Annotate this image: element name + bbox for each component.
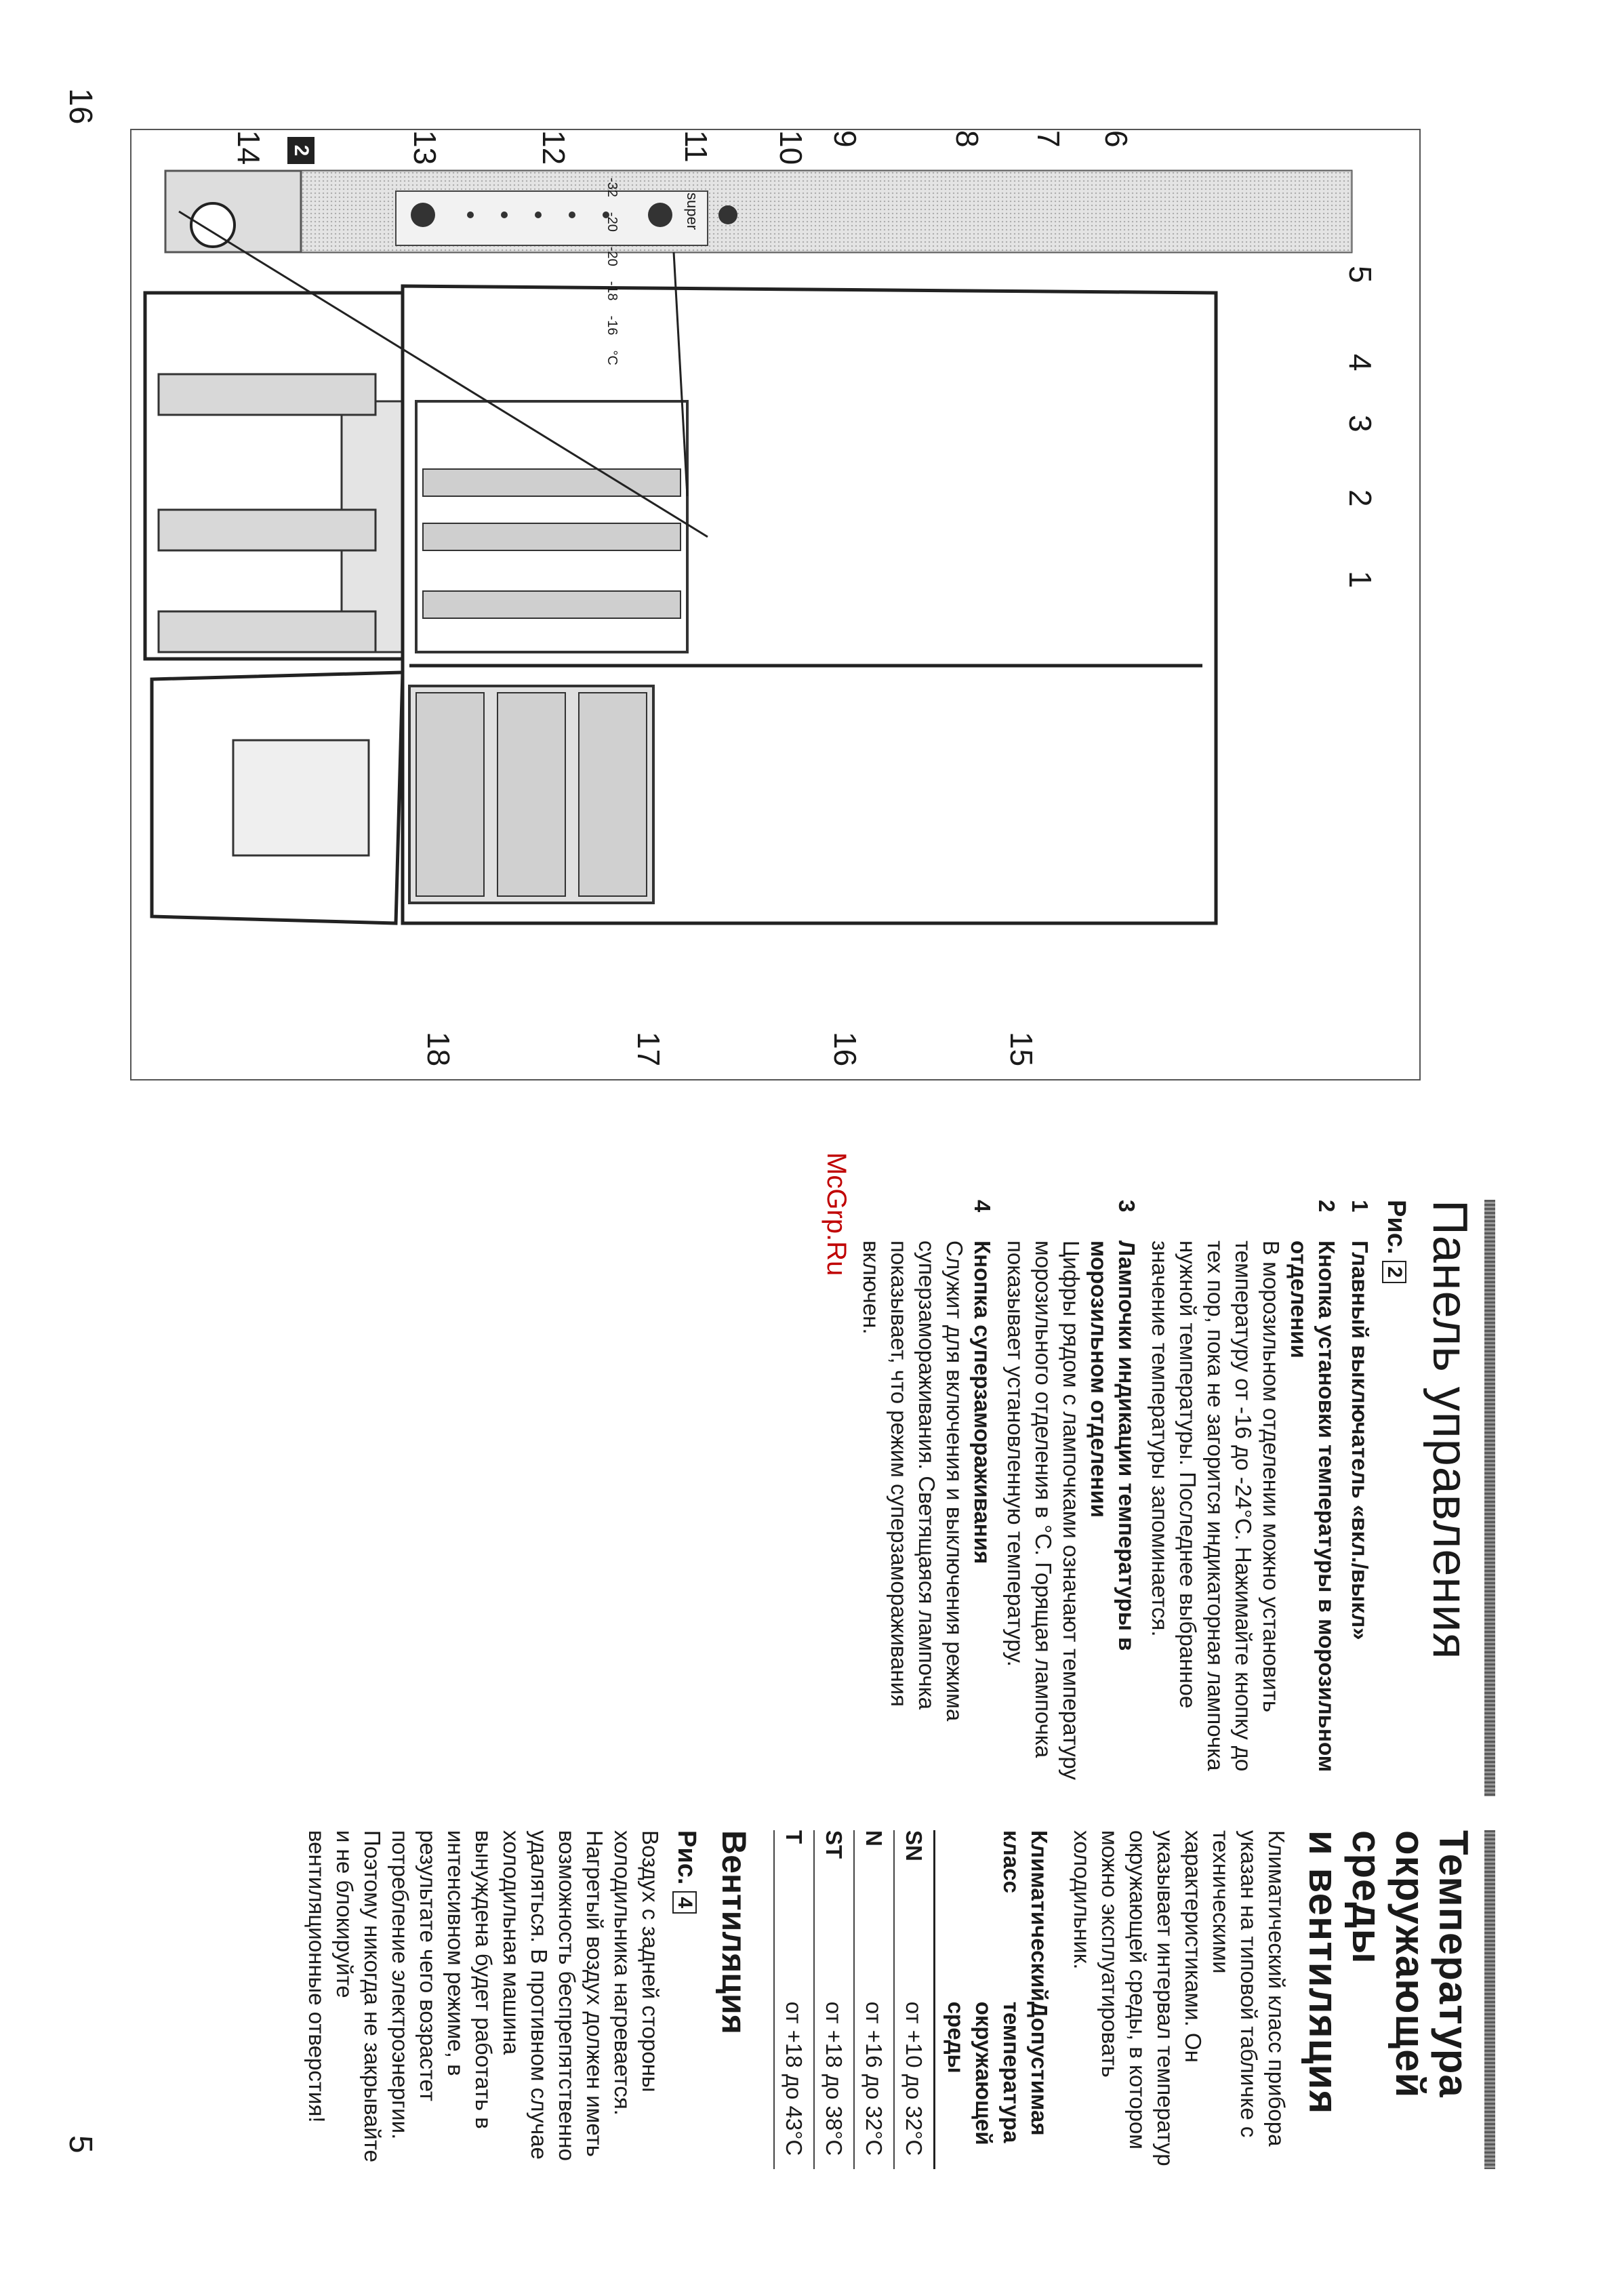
climate-row-4-class: T xyxy=(774,1830,814,2002)
vent-fig-label: Рис. xyxy=(672,1830,701,1885)
panel-item-3 xyxy=(1002,1200,1141,1796)
panel-temp-4: -18 xyxy=(605,281,620,301)
callout-8: 8 xyxy=(950,130,985,148)
panel-item-2-text: В морозильном отделении можно установить температуру от -16 до -24°С. Нажимайте кнопку до тех пор, пока не загорится индикаторная лампочка нужной температуры. Последнее выбранное значение температуры запоминается. xyxy=(1148,1240,1284,1772)
callout-14: 14 xyxy=(231,130,266,165)
panel-section-title: Панель управления xyxy=(1423,1200,1477,1660)
climate-row-3-range: от +18 до 38°С xyxy=(814,2002,854,2169)
panel-section xyxy=(852,1200,1475,1796)
panel-temp-1: -32 xyxy=(605,178,620,197)
climate-intro: Климатический класс прибора указан на типовой табличке с техническими характеристиками. Он указывает интервал температур окружающей среды, в котором можно эксплуатировать холодильник. xyxy=(1070,1830,1289,2166)
panel-item-2-heading: Кнопка установки температуры в морозильном отделении xyxy=(1286,1240,1339,1773)
panel-item-4-heading: Кнопка суперзамораживания xyxy=(970,1240,995,1564)
right-page-number: 5 xyxy=(62,2135,98,2154)
panel-item-1-heading: Главный выключатель «вкл./выкл» xyxy=(1347,1240,1373,1640)
callout-6: 6 xyxy=(1099,130,1134,148)
callout-11: 11 xyxy=(678,130,714,163)
climate-header-temp: Допустимая температура окружающей среды xyxy=(935,2002,1057,2169)
callout-5: 5 xyxy=(1343,266,1378,283)
panel-item-1 xyxy=(1346,1200,1374,1796)
callout-18: 18 xyxy=(421,1032,456,1067)
climate-row-2-range: от +16 до 32°С xyxy=(854,2002,894,2169)
climate-title-3: и вентиляция xyxy=(1301,1830,1346,2115)
panel-temp-scale xyxy=(604,178,620,365)
callout-15: 15 xyxy=(1004,1032,1039,1067)
fridge-diagram xyxy=(131,130,1419,1079)
panel-temp-3: -20 xyxy=(605,246,620,266)
callout-12: 12 xyxy=(536,130,571,165)
callout-10: 10 xyxy=(773,130,809,165)
callout-17: 17 xyxy=(631,1032,666,1067)
vent-fig-num: 4 xyxy=(672,1891,697,1914)
panel-temp-5: -16 xyxy=(605,315,620,336)
panel-item-3-heading: Лампочки индикации температуры в морозильном отделении xyxy=(1087,1240,1139,1651)
table-row xyxy=(854,1830,894,2169)
super-button xyxy=(411,203,435,227)
callout-1: 1 xyxy=(1343,571,1378,588)
panel-temp-2: -20 xyxy=(605,211,620,232)
vent-title: Вентиляция xyxy=(715,1830,753,2034)
table-row xyxy=(814,1830,854,2169)
callout-9: 9 xyxy=(828,130,863,148)
climate-row-2-class: N xyxy=(854,1830,894,2002)
figure-tag: 2 xyxy=(287,137,314,164)
panel-fig-num: 2 xyxy=(1382,1261,1406,1283)
panel-item-4-text: Служит для включения и выключения режима суперзамораживания. Светящаяся лампочка показывает, что режим суперзамораживания включен. xyxy=(859,1240,967,1722)
table-row xyxy=(894,1830,935,2169)
panel-item-4-num: 4 xyxy=(970,1200,995,1213)
climate-title-2: окружающей среды xyxy=(1344,1830,1433,2099)
panel-item-4 xyxy=(857,1200,996,1796)
callout-3: 3 xyxy=(1343,415,1378,432)
callout-4: 4 xyxy=(1343,354,1378,371)
climate-table xyxy=(773,1830,1056,2169)
callout-2: 2 xyxy=(1343,489,1378,507)
climate-section xyxy=(303,1830,1475,2169)
panel-item-2-num: 2 xyxy=(1314,1200,1339,1213)
climate-header-class: Климатический класс xyxy=(935,1830,1057,2002)
panel-fig-ref xyxy=(1382,1200,1410,1796)
callout-16: 16 xyxy=(828,1032,863,1067)
climate-row-1-class: SN xyxy=(894,1830,935,2002)
panel-item-1-num: 1 xyxy=(1347,1200,1373,1213)
callout-7: 7 xyxy=(1031,130,1066,148)
left-page-number: 16 xyxy=(62,88,98,125)
table-row xyxy=(774,1830,814,2169)
panel-fig-label: Рис. xyxy=(1382,1200,1410,1255)
panel-item-3-text: Цифры рядом с лампочками означают температуру морозильного отделения в °С. Горящая лампочка показывает установленную температуру. xyxy=(1003,1240,1084,1780)
climate-title-1: Температура xyxy=(1431,1830,1476,2098)
vent-text: Воздух с задней стороны холодильника нагревается. Нагретый воздух должен иметь возможность беспрепятственно удаляться. В противном случае холодильная машина вынуждена будет работать в интенсивном режиме, в результате чего возрастет потребление электроэнергии. Поэтому никогда не закрывайте и не блокируйте вентиляционные отверстия! xyxy=(304,1830,663,2162)
section-rule-left xyxy=(1484,1200,1495,1796)
temp-button xyxy=(648,203,672,227)
watermark: McGrp.Ru xyxy=(821,1152,851,1276)
vent-fig-ref xyxy=(672,1830,700,2169)
section-rule-right xyxy=(1484,1830,1495,2169)
power-button xyxy=(718,205,737,224)
panel-temp-unit: °C xyxy=(605,350,620,365)
callout-13: 13 xyxy=(407,130,443,165)
climate-row-1-range: от +10 до 32°С xyxy=(894,2002,935,2169)
climate-row-4-range: от +18 до 43°С xyxy=(774,2002,814,2169)
climate-row-3-class: ST xyxy=(814,1830,854,2002)
panel-super-label: super xyxy=(684,193,701,230)
climate-table-header xyxy=(935,1830,1057,2169)
panel-item-3-num: 3 xyxy=(1114,1200,1139,1213)
panel-item-2 xyxy=(1146,1200,1341,1796)
figure-frame xyxy=(130,129,1421,1080)
